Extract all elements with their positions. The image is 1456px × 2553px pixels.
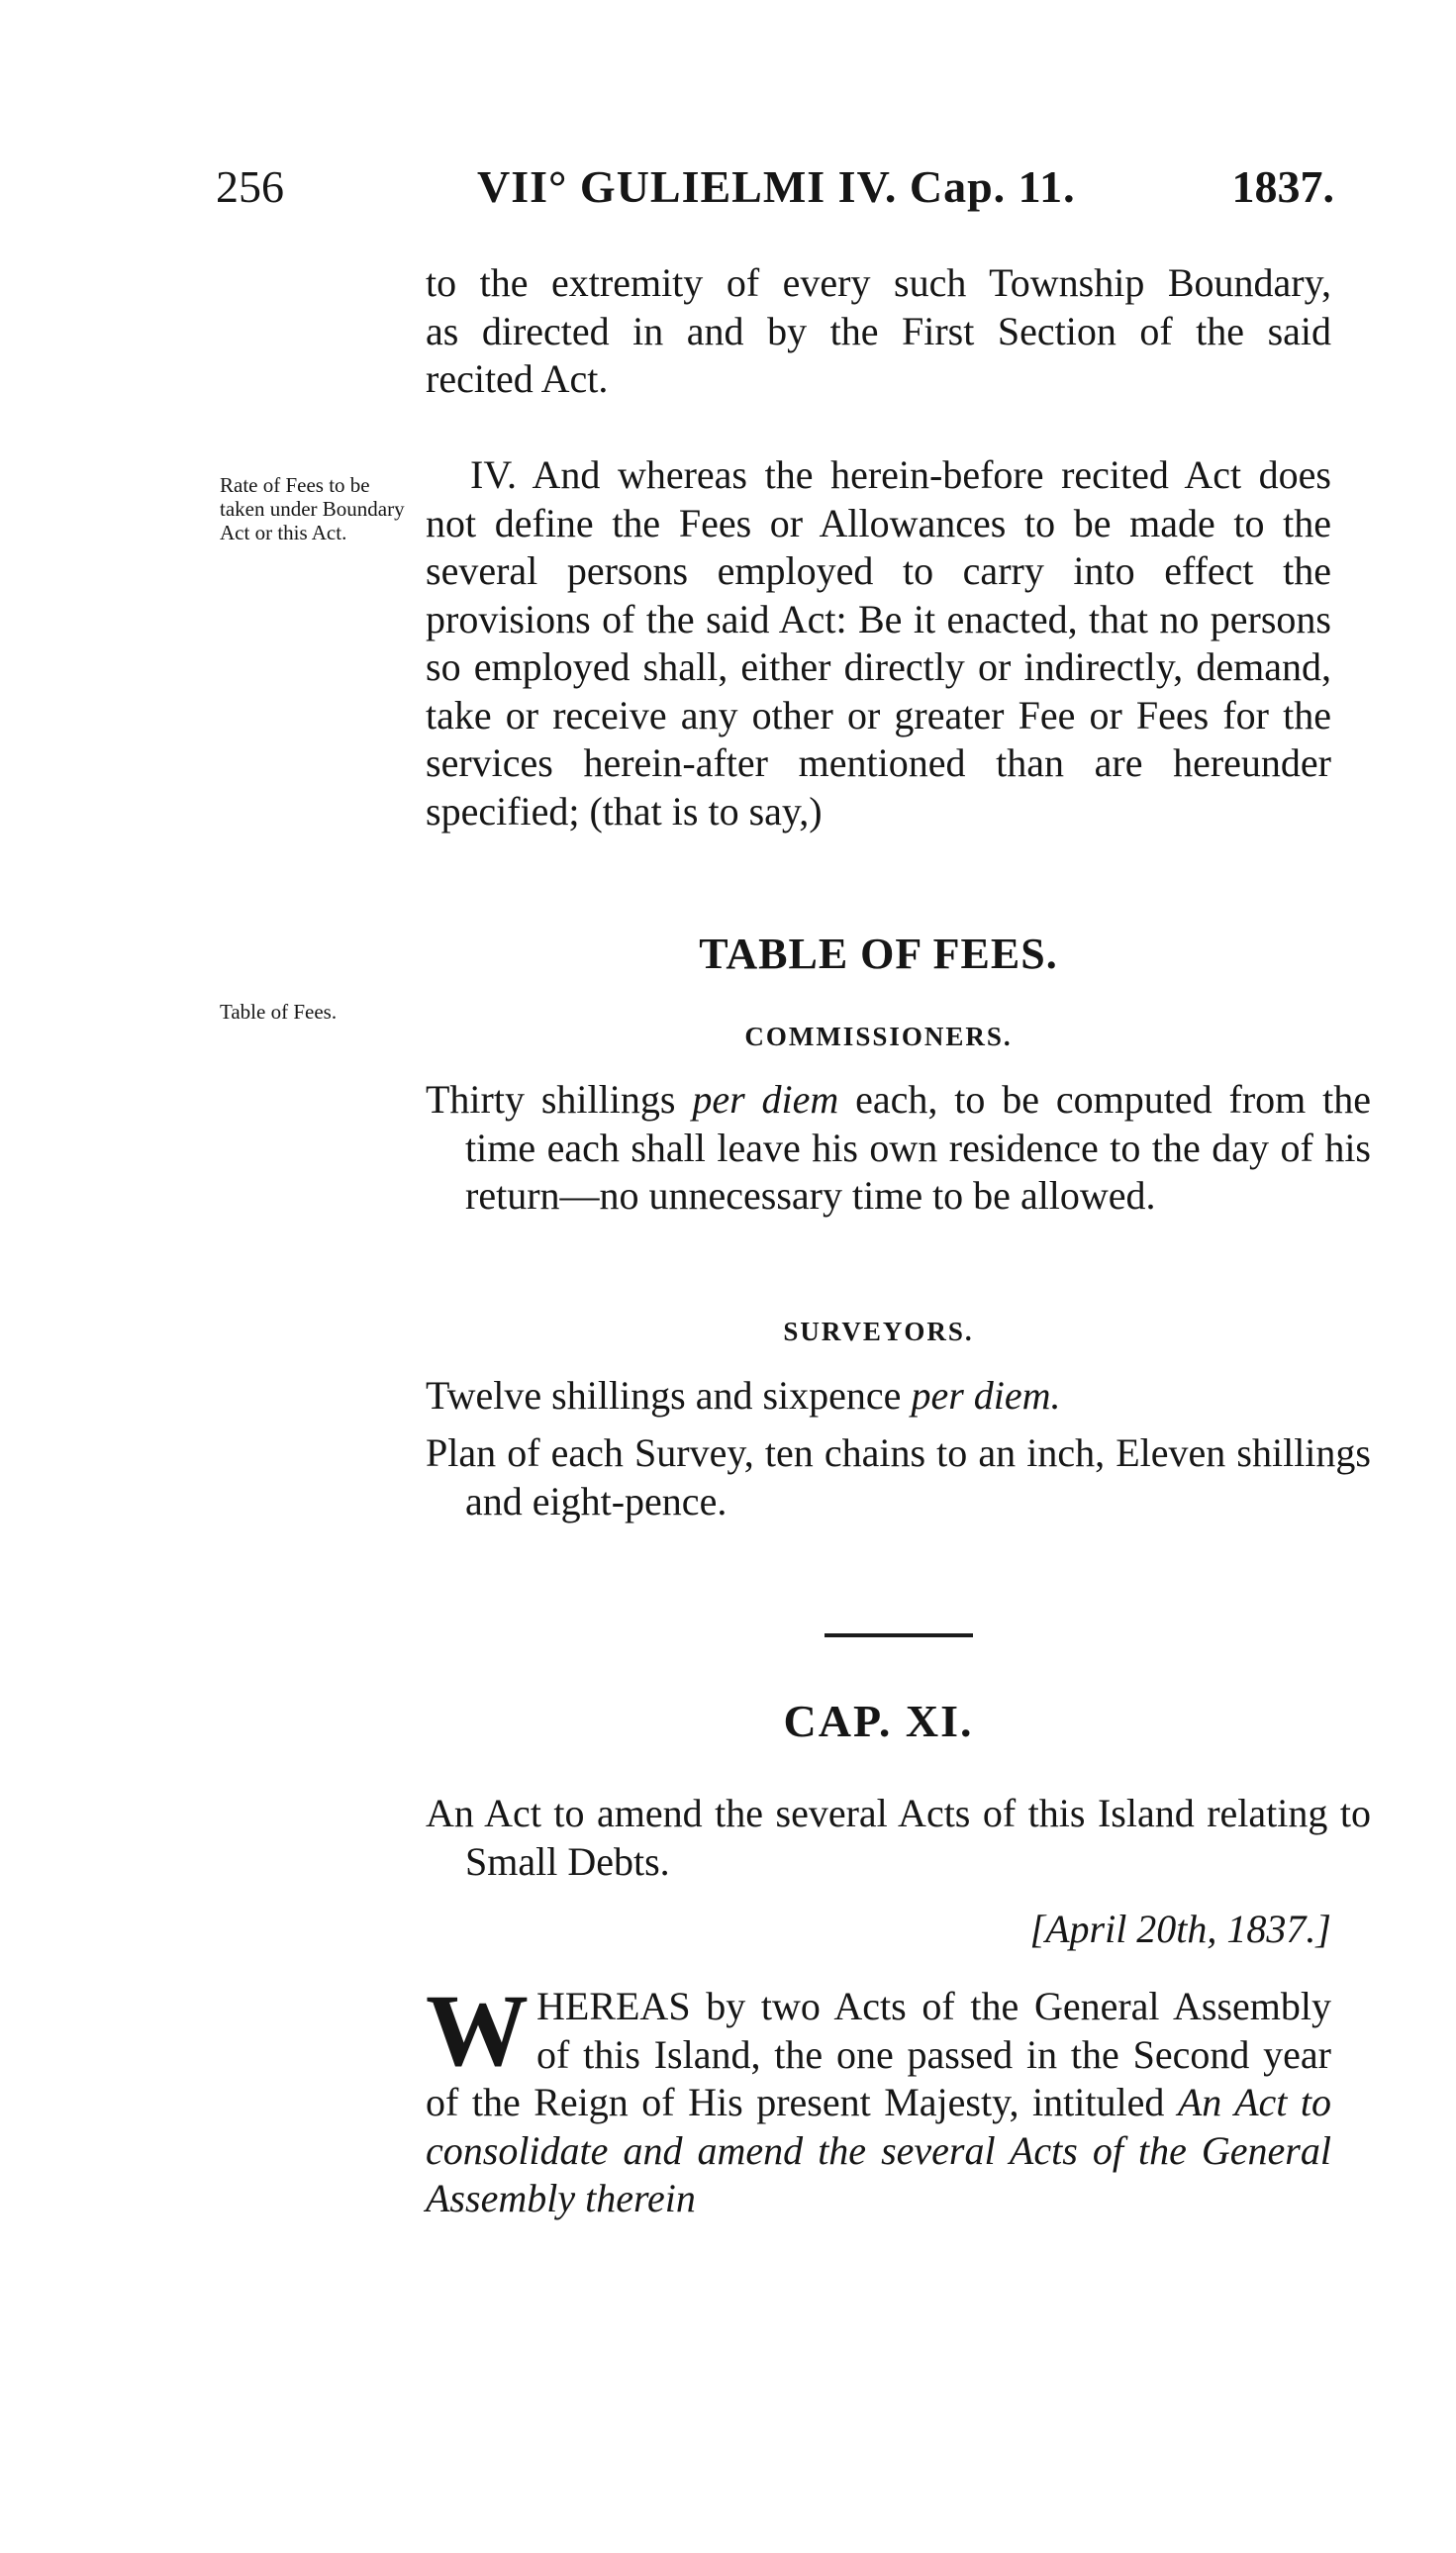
running-title: VII° GULIELMI IV. Cap. 11. xyxy=(477,161,1076,212)
table-of-fees-title: TABLE OF FEES. xyxy=(699,930,1058,978)
surveyors-fee-daily xyxy=(426,1372,1331,1421)
continuation-line: recited Act. xyxy=(426,356,609,401)
header-year: 1837. xyxy=(1231,161,1334,212)
margin-note-rate-of-fees: Rate of Fees to be taken under Boundary Act or this Act. xyxy=(220,473,405,544)
preamble-text: HEREAS by two Acts of the General Assembly of this Island, the one passed in the Second year of the Reign of His present Majesty, intituled xyxy=(426,1984,1331,2124)
continuation-paragraph xyxy=(426,259,1331,404)
cap-xi-preamble xyxy=(426,1974,1331,2223)
surveyors-fee-italic: per diem. xyxy=(911,1373,1061,1418)
continuation-line: as directed in and by the First Section of the said xyxy=(426,308,1331,353)
continuation-line: to the extremity of every such Township Boundary, xyxy=(426,260,1331,305)
page-number: 256 xyxy=(216,161,284,212)
commissioners-fee-text-rest: each, to be computed from the time each shall leave his own residence to the day of his return—no unnecessary time to be allowed. xyxy=(465,1077,1372,1218)
surveyors-fee-plan: Plan of each Survey, ten chains to an inch, Eleven shillings and eight-pence. xyxy=(426,1430,1371,1523)
section-divider xyxy=(825,1633,973,1637)
drop-cap: W xyxy=(426,1974,529,2088)
commissioners-fee-text: Thirty shillings xyxy=(426,1077,693,1122)
section-iv-paragraph: IV. And whereas the herein-before recited Act does not define the Fees or Allowances to be made to the several persons employed to carry into effect the provisions of the said Act: Be it enacted, that no persons so employed shall, either directly or indirectly, demand, take or receive any other or greater Fee or Fees for the services herein-after mentioned than are hereunder specified; (that is to say,) xyxy=(426,452,1331,834)
act-date: [April 20th, 1837.] xyxy=(1029,1907,1331,1951)
preamble-act-title: An Act to consolidate and amend the several Acts of the General Assembly therein xyxy=(426,2080,1331,2220)
commissioners-heading: COMMISSIONERS. xyxy=(744,1022,1013,1051)
running-header xyxy=(216,160,1334,220)
commissioners-fee-italic: per diem xyxy=(692,1077,839,1122)
cap-xi-title: An Act to amend the several Acts of this Island relating to Small Debts. xyxy=(426,1791,1371,1884)
commissioners-fee xyxy=(426,1076,1371,1221)
surveyors-fee-text: Twelve shillings and sixpence xyxy=(426,1373,912,1418)
surveyors-heading: SURVEYORS. xyxy=(783,1317,974,1346)
cap-xi-heading: CAP. XI. xyxy=(783,1696,974,1746)
margin-note-table-of-fees: Table of Fees. xyxy=(220,1000,338,1024)
